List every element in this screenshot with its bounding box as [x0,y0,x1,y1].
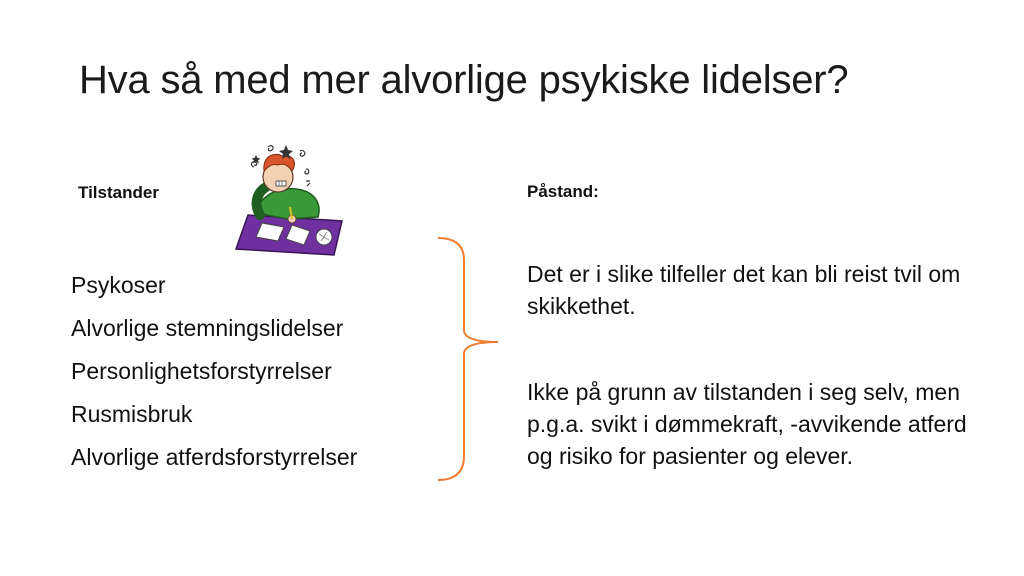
condition-item: Alvorlige atferdsforstyrrelser [71,444,358,470]
conditions-list [71,264,357,479]
condition-item: Alvorlige stemningslidelser [71,315,344,341]
condition-item: Psykoser [71,272,166,298]
claim-paragraph: Det er i slike tilfeller det kan bli reist tvil om skikkethet. [527,261,961,319]
condition-item: Rusmisbruk [71,401,193,427]
stressed-person-icon [226,137,348,259]
claim-paragraph: Ikke på grunn av tilstanden i seg selv, men p.g.a. svikt i dømmekraft, -avvikende atferd og risiko for pasienter og elever. [527,379,967,469]
condition-item: Personlighetsforstyrrelser [71,358,332,384]
claim-heading: Påstand: [527,182,599,201]
right-brace-icon [430,230,502,488]
slide-title: Hva så med mer alvorlige psykiske lidelser? [79,58,849,102]
conditions-heading: Tilstander [78,183,159,202]
